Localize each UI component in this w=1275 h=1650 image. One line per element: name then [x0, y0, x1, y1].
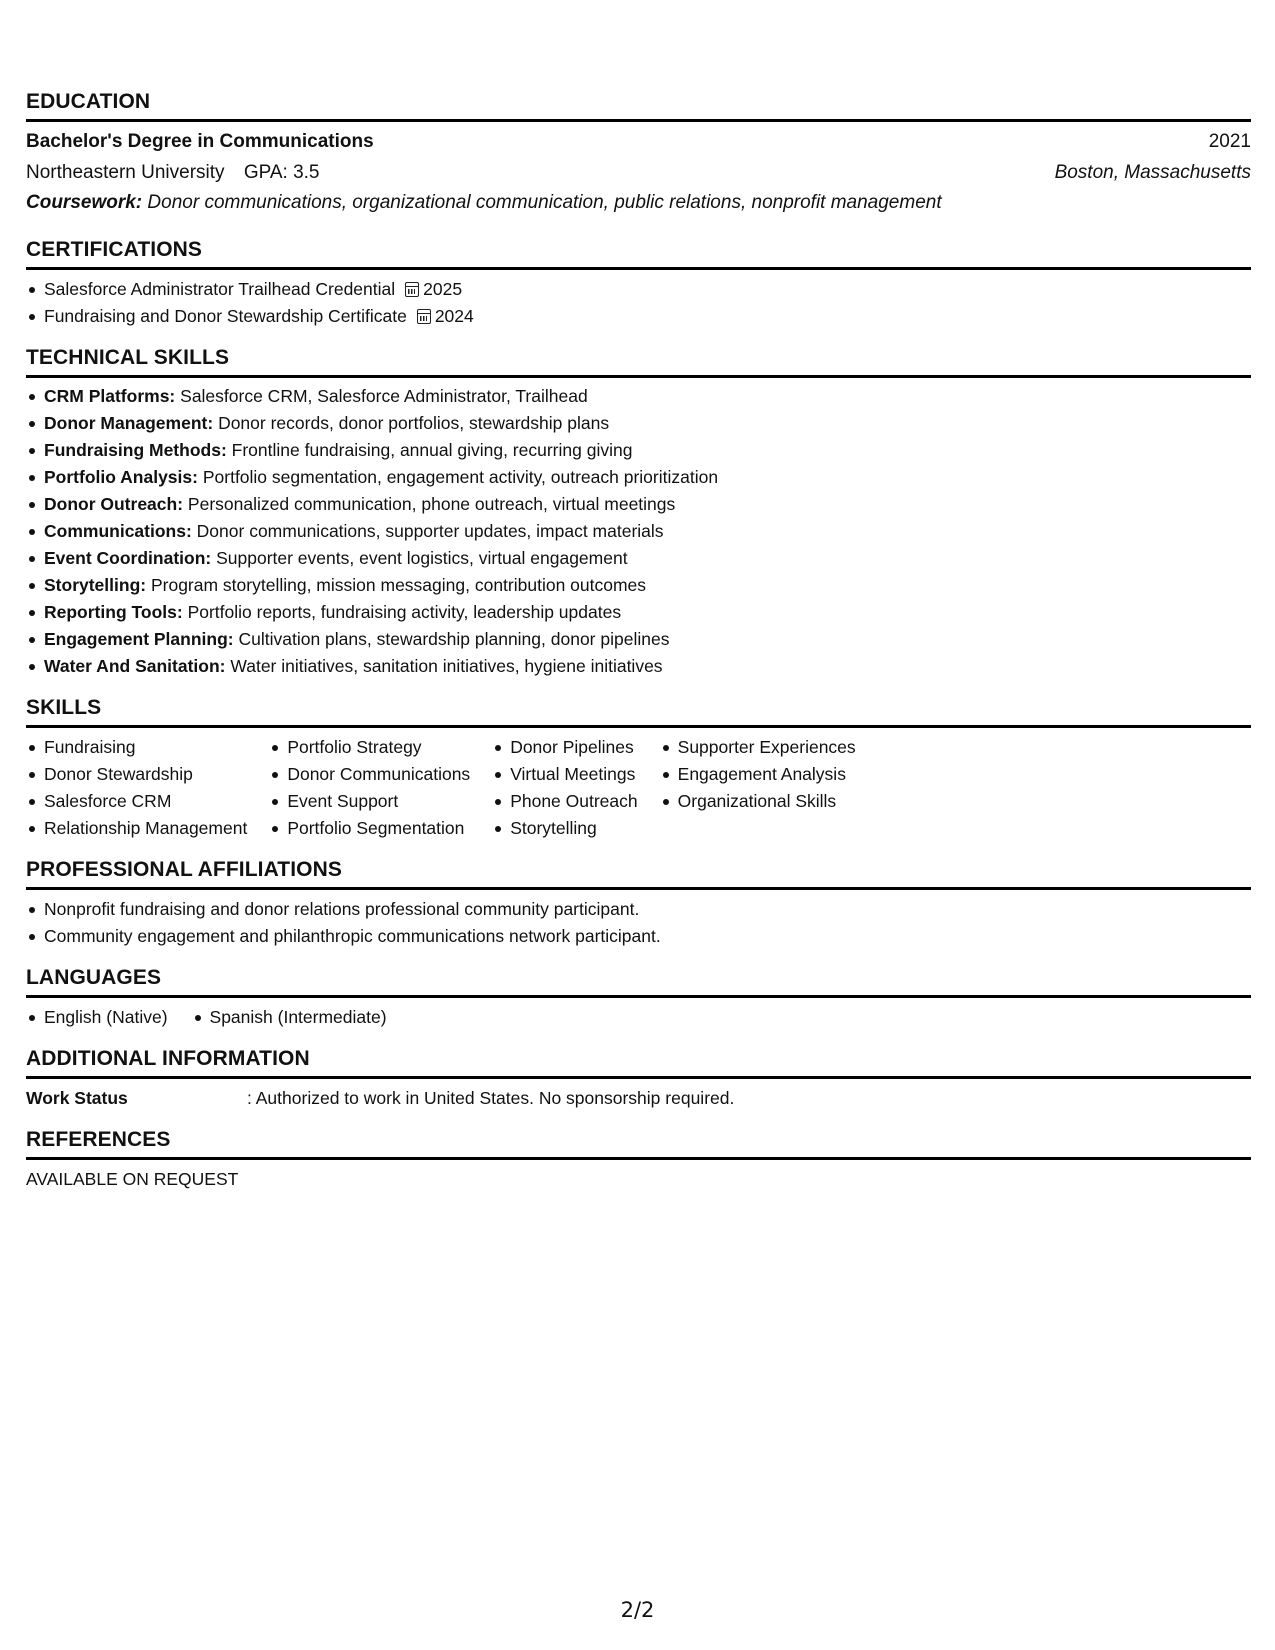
skills-column-1: [26, 734, 247, 842]
additional-info-section: [26, 1047, 1251, 1112]
coursework-text: Donor communications, organizational communication, public relations, nonprofit management: [147, 192, 942, 213]
skills-column-2: [269, 734, 470, 842]
resume-page: [26, 0, 1251, 1193]
list-item: Organizational Skills: [660, 788, 856, 815]
work-status-row: [26, 1085, 1251, 1112]
list-item: Relationship Management: [26, 815, 247, 842]
list-item: Community engagement and philanthropic communications network participant.: [26, 923, 1251, 950]
languages-section: [26, 966, 1251, 1031]
skills-column-3: [492, 734, 637, 842]
skill-category: Reporting Tools:: [44, 602, 183, 622]
list-item: [26, 572, 1251, 599]
list-item: Donor Pipelines: [492, 734, 637, 761]
list-item: [26, 545, 1251, 572]
skill-category: Water And Sanitation:: [44, 656, 226, 676]
skills-section: [26, 696, 1251, 842]
education-degree-row: [26, 126, 1251, 157]
list-item: Portfolio Segmentation: [269, 815, 470, 842]
skill-category: Communications:: [44, 521, 192, 541]
references-title: REFERENCES: [26, 1128, 1251, 1160]
list-item: Phone Outreach: [492, 788, 637, 815]
skill-details: Frontline fundraising, annual giving, recurring giving: [231, 440, 633, 460]
page-number: 2/2: [620, 1598, 655, 1622]
school-location: Boston, Massachusetts: [1054, 162, 1251, 183]
affiliations-section: [26, 858, 1251, 950]
list-item: [26, 303, 1251, 330]
list-item: Event Support: [269, 788, 470, 815]
education-school-row: [26, 157, 1251, 188]
calendar-icon: [417, 309, 431, 324]
skill-category: Donor Outreach:: [44, 494, 184, 514]
skill-details: Supporter events, event logistics, virtual engagement: [216, 548, 628, 568]
school-name: Northeastern University: [26, 162, 225, 183]
list-item: Fundraising: [26, 734, 247, 761]
skill-category: Storytelling:: [44, 575, 147, 595]
list-item: English (Native): [26, 1004, 168, 1031]
skill-category: Donor Management:: [44, 413, 214, 433]
degree-name: Bachelor's Degree in Communications: [26, 131, 374, 152]
work-status-value: : Authorized to work in United States. No sponsorship required.: [247, 1088, 735, 1108]
skills-title: SKILLS: [26, 696, 1251, 728]
certifications-section: [26, 238, 1251, 330]
certification-year: 2024: [434, 306, 474, 326]
list-item: Nonprofit fundraising and donor relations professional community participant.: [26, 896, 1251, 923]
languages-title: LANGUAGES: [26, 966, 1251, 998]
list-item: [26, 626, 1251, 653]
skill-details: Program storytelling, mission messaging, contribution outcomes: [150, 575, 647, 595]
list-item: Supporter Experiences: [660, 734, 856, 761]
list-item: Storytelling: [492, 815, 637, 842]
list-item: [26, 276, 1251, 303]
skill-category: Event Coordination:: [44, 548, 212, 568]
calendar-icon: [405, 282, 419, 297]
certification-name: Fundraising and Donor Stewardship Certificate: [44, 306, 407, 326]
affiliations-title: PROFESSIONAL AFFILIATIONS: [26, 858, 1251, 890]
list-item: Portfolio Strategy: [269, 734, 470, 761]
skill-details: Personalized communication, phone outreach, virtual meetings: [187, 494, 676, 514]
skill-details: Cultivation plans, stewardship planning, donor pipelines: [238, 629, 670, 649]
skill-category: Portfolio Analysis:: [44, 467, 198, 487]
education-section: [26, 90, 1251, 218]
coursework: [26, 188, 1251, 218]
certification-name: Salesforce Administrator Trailhead Credential: [44, 279, 396, 299]
list-item: Spanish (Intermediate): [192, 1004, 387, 1031]
skill-details: Portfolio reports, fundraising activity, leadership updates: [187, 602, 622, 622]
technical-skills-title: TECHNICAL SKILLS: [26, 346, 1251, 378]
gpa: GPA: 3.5: [243, 162, 320, 183]
work-status-label: Work Status: [26, 1088, 128, 1108]
list-item: Donor Stewardship: [26, 761, 247, 788]
additional-info-title: ADDITIONAL INFORMATION: [26, 1047, 1251, 1079]
list-item: Virtual Meetings: [492, 761, 637, 788]
skill-category: CRM Platforms:: [44, 386, 176, 406]
skill-category: Fundraising Methods:: [44, 440, 227, 460]
list-item: [26, 383, 1251, 410]
list-item: [26, 653, 1251, 680]
graduation-year: 2021: [1208, 131, 1251, 152]
list-item: [26, 599, 1251, 626]
list-item: [26, 464, 1251, 491]
references-section: [26, 1128, 1251, 1193]
affiliations-list: [26, 896, 1251, 950]
list-item: Engagement Analysis: [660, 761, 856, 788]
list-item: [26, 518, 1251, 545]
skill-details: Donor records, donor portfolios, stewardship plans: [218, 413, 610, 433]
education-title: EDUCATION: [26, 90, 1251, 122]
technical-skills-section: [26, 346, 1251, 680]
skill-details: Water initiatives, sanitation initiatives, hygiene initiatives: [230, 656, 663, 676]
certification-year: 2025: [423, 279, 463, 299]
coursework-label: Coursework:: [26, 192, 143, 213]
list-item: [26, 410, 1251, 437]
skill-details: Portfolio segmentation, engagement activity, outreach prioritization: [202, 467, 719, 487]
skills-grid: [26, 734, 1251, 842]
certifications-title: CERTIFICATIONS: [26, 238, 1251, 270]
skills-column-4: [660, 734, 856, 842]
certifications-list: [26, 276, 1251, 330]
list-item: Salesforce CRM: [26, 788, 247, 815]
list-item: [26, 491, 1251, 518]
skill-category: Engagement Planning:: [44, 629, 234, 649]
list-item: [26, 437, 1251, 464]
list-item: Donor Communications: [269, 761, 470, 788]
skill-details: Salesforce CRM, Salesforce Administrator, Trailhead: [180, 386, 588, 406]
skill-details: Donor communications, supporter updates, impact materials: [196, 521, 664, 541]
references-text: AVAILABLE ON REQUEST: [26, 1169, 239, 1189]
technical-skills-list: [26, 383, 1251, 680]
languages-list: [26, 1004, 1251, 1031]
